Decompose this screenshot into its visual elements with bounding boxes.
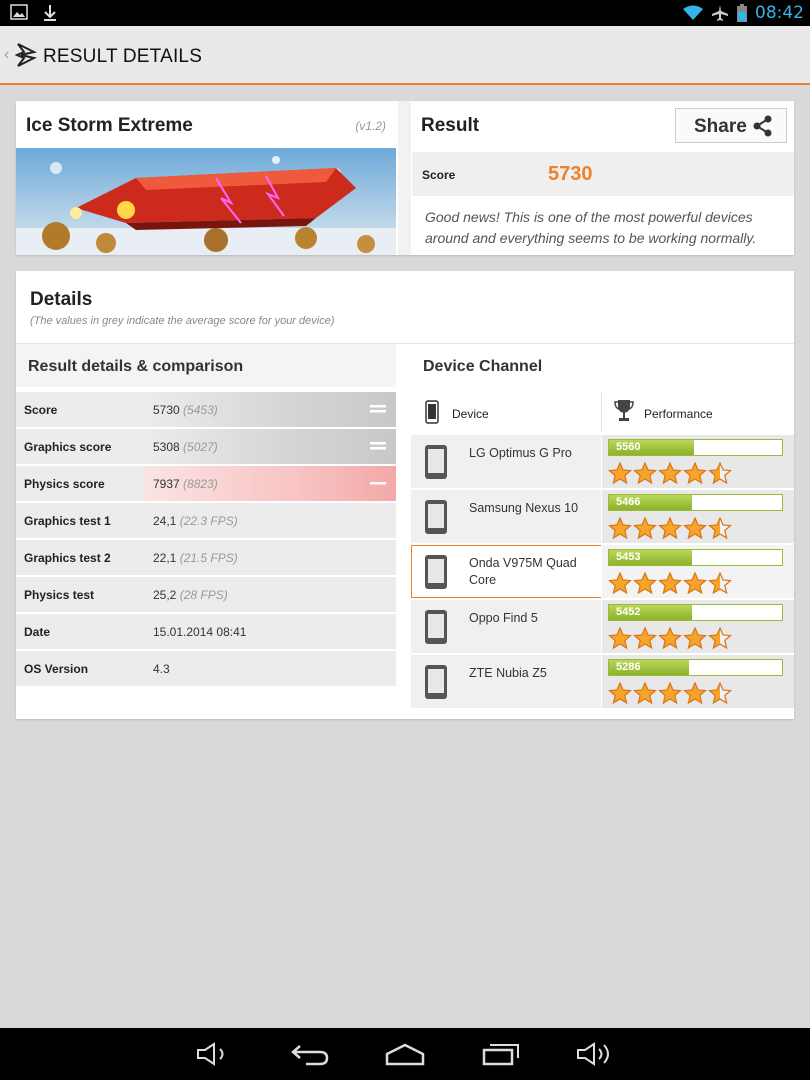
gallery-icon <box>10 4 28 20</box>
star-icon <box>683 572 707 594</box>
row-value: 24,1 (22.3 FPS) <box>153 514 238 528</box>
result-rows <box>16 392 396 688</box>
row-value: 5308 (5027) <box>153 440 218 454</box>
action-bar <box>0 26 810 85</box>
row-value-box <box>145 540 396 575</box>
status-bar <box>0 0 810 26</box>
star-icon <box>633 627 657 649</box>
details-subtitle: (The values in grey indicate the average score for your device) <box>30 315 335 327</box>
row-average: (5027) <box>183 440 218 454</box>
performance-column-label: Performance <box>644 407 713 421</box>
device-channel-label: Device Channel <box>423 358 543 375</box>
score-bar <box>608 659 783 676</box>
device-name: Samsung Nexus 10 <box>469 501 579 515</box>
star-icon <box>708 627 732 649</box>
result-card <box>16 101 794 255</box>
test-name: Ice Storm Extreme <box>26 115 193 136</box>
star-icon <box>658 627 682 649</box>
row-value: 25,2 (28 FPS) <box>153 588 228 602</box>
device-name: LG Optimus G Pro <box>469 446 572 460</box>
row-value-box <box>145 429 396 464</box>
performance-column-header <box>601 392 794 432</box>
device-column-header <box>411 392 601 432</box>
home-icon[interactable] <box>384 1042 426 1066</box>
card-divider <box>398 101 411 255</box>
star-icon <box>633 572 657 594</box>
star-rating <box>608 572 732 594</box>
test-header <box>16 101 396 148</box>
row-value-box <box>145 392 396 427</box>
row-average: (8823) <box>183 477 218 491</box>
row-average: (28 FPS) <box>179 588 228 602</box>
device-table-header <box>411 392 794 432</box>
device-performance <box>601 655 794 708</box>
equal-icon <box>370 441 386 451</box>
device-list <box>411 435 794 710</box>
star-icon <box>658 517 682 539</box>
row-label: OS Version <box>24 662 89 676</box>
star-icon <box>633 682 657 704</box>
row-value-box <box>145 466 396 501</box>
battery-icon <box>737 4 747 22</box>
device-row-current[interactable] <box>411 545 794 598</box>
share-button[interactable] <box>675 108 787 143</box>
table-row <box>16 651 396 686</box>
comparison-header-label: Result details & comparison <box>28 358 244 375</box>
phone-icon <box>424 499 448 535</box>
table-row <box>16 540 396 575</box>
result-title: Result <box>421 115 480 136</box>
star-icon <box>708 517 732 539</box>
comparison-header <box>16 344 396 387</box>
row-value: 15.01.2014 08:41 <box>153 625 247 639</box>
clock: 08:42 <box>755 3 804 23</box>
test-version: (v1.2) <box>355 119 386 133</box>
phone-icon <box>425 400 439 424</box>
score-value: 5730 <box>548 163 593 185</box>
volume-up-icon[interactable] <box>576 1042 616 1066</box>
row-label: Physics score <box>24 477 105 491</box>
row-value-box <box>145 651 396 686</box>
result-message: Good news! This is one of the most powerful devices around and everything seems to be working normally. <box>425 209 757 246</box>
row-value-box <box>145 577 396 612</box>
score-label: Score <box>422 168 456 182</box>
details-card <box>16 271 794 719</box>
device-column-label: Device <box>452 407 489 421</box>
test-banner-image <box>16 148 396 255</box>
device-row[interactable] <box>411 435 794 488</box>
star-icon <box>708 682 732 704</box>
phone-icon <box>424 444 448 480</box>
row-average: (21.5 FPS) <box>179 551 238 565</box>
device-score: 5466 <box>616 496 641 508</box>
star-rating <box>608 627 732 649</box>
star-icon <box>608 572 632 594</box>
page-title: RESULT DETAILS <box>43 46 203 67</box>
device-score: 5453 <box>616 551 641 563</box>
star-icon <box>608 627 632 649</box>
device-performance <box>601 600 794 653</box>
device-row[interactable] <box>411 655 794 708</box>
trophy-icon <box>614 398 634 422</box>
star-icon <box>683 517 707 539</box>
star-icon <box>658 572 682 594</box>
app-logo-icon[interactable] <box>15 42 37 68</box>
navigation-bar <box>0 1028 810 1080</box>
star-rating <box>608 517 732 539</box>
device-name: ZTE Nubia Z5 <box>469 666 547 680</box>
row-value: 7937 (8823) <box>153 477 218 491</box>
star-icon <box>633 462 657 484</box>
star-icon <box>708 462 732 484</box>
device-name: Oppo Find 5 <box>469 611 538 625</box>
device-name: Onda V975M Quad Core <box>469 556 577 587</box>
row-label: Physics test <box>24 588 95 602</box>
star-icon <box>683 682 707 704</box>
row-average: (5453) <box>183 403 218 417</box>
device-row[interactable] <box>411 490 794 543</box>
table-row <box>16 429 396 464</box>
row-label: Graphics score <box>24 440 112 454</box>
score-bar <box>608 439 783 456</box>
wifi-icon <box>683 5 703 21</box>
device-score: 5286 <box>616 661 641 673</box>
phone-icon <box>424 664 448 700</box>
row-value: 22,1 (21.5 FPS) <box>153 551 238 565</box>
download-icon <box>42 4 58 22</box>
device-row[interactable] <box>411 600 794 653</box>
recent-apps-icon[interactable] <box>482 1042 520 1066</box>
star-icon <box>608 682 632 704</box>
star-rating <box>608 462 732 484</box>
star-icon <box>708 572 732 594</box>
row-label: Date <box>24 625 51 639</box>
phone-icon <box>424 609 448 645</box>
device-performance <box>601 490 794 543</box>
row-value-box <box>145 503 396 538</box>
back-chevron-icon[interactable]: ‹ <box>4 46 10 63</box>
table-row <box>16 577 396 612</box>
back-icon[interactable] <box>290 1042 330 1066</box>
star-icon <box>683 462 707 484</box>
table-row <box>16 614 396 649</box>
table-row <box>16 503 396 538</box>
row-label: Graphics test 1 <box>24 514 111 528</box>
row-value-box <box>145 614 396 649</box>
star-icon <box>658 462 682 484</box>
phone-icon <box>424 554 448 590</box>
star-icon <box>633 517 657 539</box>
equal-icon <box>370 404 386 414</box>
row-value: 4.3 <box>153 662 170 676</box>
airplane-icon <box>711 4 729 22</box>
star-icon <box>608 462 632 484</box>
row-label: Graphics test 2 <box>24 551 111 565</box>
device-score: 5452 <box>616 606 641 618</box>
score-bar <box>608 604 783 621</box>
score-bar <box>608 494 783 511</box>
star-icon <box>608 517 632 539</box>
device-channel-header <box>411 344 794 387</box>
device-performance <box>601 545 794 598</box>
share-label: Share <box>694 116 747 137</box>
device-performance <box>601 435 794 488</box>
minus-icon <box>370 478 386 488</box>
share-icon <box>752 115 774 137</box>
row-value: 5730 (5453) <box>153 403 218 417</box>
row-average: (22.3 FPS) <box>179 514 238 528</box>
row-label: Score <box>24 403 58 417</box>
score-row <box>412 152 794 196</box>
table-row <box>16 392 396 427</box>
score-bar <box>608 549 783 566</box>
table-row <box>16 466 396 501</box>
star-rating <box>608 682 732 704</box>
details-title: Details <box>30 289 93 310</box>
device-score: 5560 <box>616 441 641 453</box>
star-icon <box>658 682 682 704</box>
star-icon <box>683 627 707 649</box>
volume-down-icon[interactable] <box>196 1042 232 1066</box>
